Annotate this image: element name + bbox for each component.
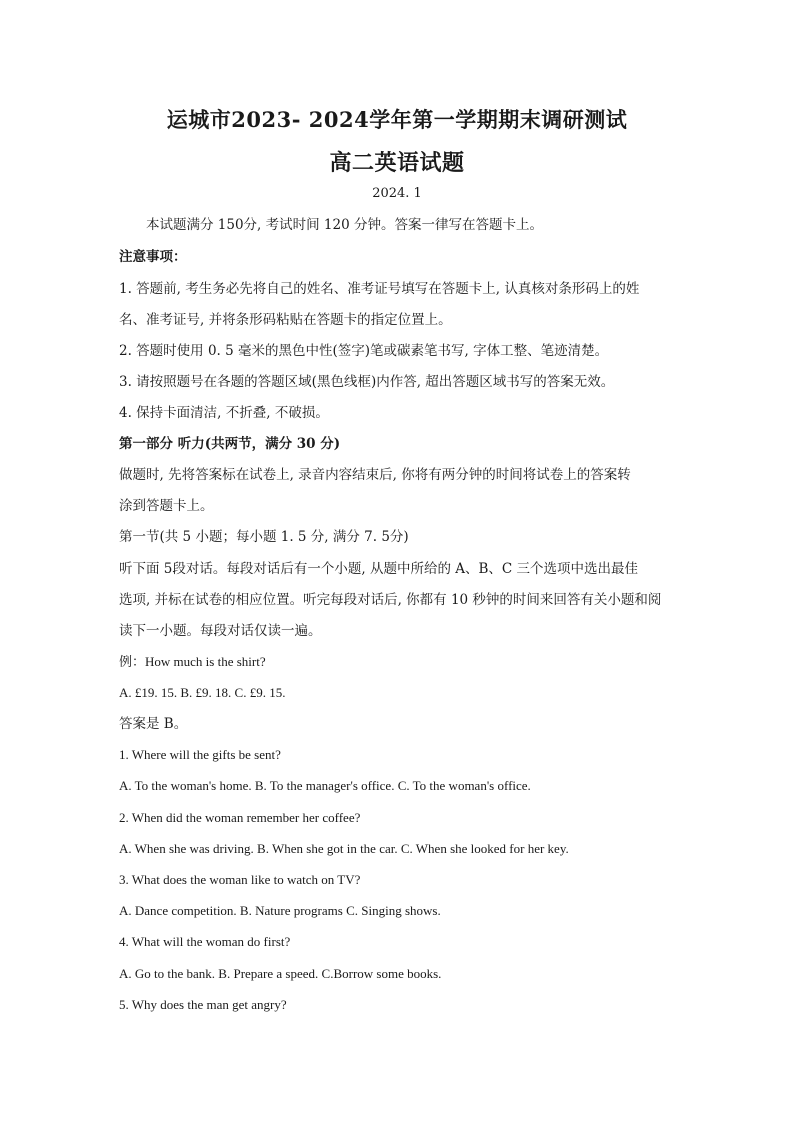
question-4: 4. What will the woman do first? [119, 934, 291, 949]
section1-instruction-line-3: 读下一小题。每段对话仅读一遍。 [119, 623, 322, 639]
note-item-3: 3. 请按照题号在各题的答题区域(黑色线框)内作答, 超出答题区域书写的答案无效。 [119, 374, 615, 390]
notes-heading: 注意事项： [119, 249, 187, 265]
example-options: A. £19. 15. B. £9. 18. C. £9. 15. [119, 685, 286, 700]
question-2: 2. When did the woman remember her coffee? [119, 810, 361, 825]
section1-instruction-line-1: 听下面 5段对话。每段对话后有一个小题, 从题中所给的 A、B、C 三个选项中选出最佳 [119, 561, 639, 577]
question-3-options: A. Dance competition. B. Nature programs C. Singing shows. [119, 903, 441, 918]
note-item-4: 4. 保持卡面清洁, 不折叠, 不破损。 [119, 405, 329, 421]
exam-title: 运城市2023- 2024学年第一学期期末调研测试 [166, 107, 628, 132]
exam-date: 2024. 1 [372, 186, 422, 201]
example-answer: 答案是 B。 [119, 716, 188, 732]
note-item-2: 2. 答题时使用 0. 5 毫米的黑色中性(签字)笔或碳素笔书写, 字体工整、笔迹清楚。 [119, 343, 609, 359]
question-3: 3. What does the woman like to watch on TV? [119, 872, 361, 887]
example-question: 例：How much is the shirt? [119, 654, 266, 669]
question-1-options: A. To the woman's home. B. To the manager's office. C. To the woman's office. [119, 778, 531, 793]
exam-subtitle: 高二英语试题 [329, 150, 465, 176]
part1-instruction-line-1: 做题时, 先将答案标在试卷上, 录音内容结束后, 你将有两分钟的时间将试卷上的答案转 [119, 467, 631, 483]
question-4-options: A. Go to the bank. B. Prepare a speed. C.Borrow some books. [119, 966, 442, 981]
question-5: 5. Why does the man get angry? [119, 997, 287, 1012]
section1-heading: 第一节(共 5 小题；每小题 1. 5 分, 满分 7. 5分) [119, 529, 409, 545]
part1-heading: 第一部分 听力(共两节，满分 30 分) [119, 436, 341, 452]
note-item-1-line-1: 1. 答题前, 考生务必先将自己的姓名、准考证号填写在答题卡上, 认真核对条形码上的姓 [119, 281, 640, 297]
question-2-options: A. When she was driving. B. When she got in the car. C. When she looked for her key. [119, 841, 569, 856]
question-1: 1. Where will the gifts be sent? [119, 747, 281, 762]
section1-instruction-line-2: 选项, 并标在试卷的相应位置。听完每段对话后, 你都有 10 秒钟的时间来回答有关小题和阅 [119, 592, 662, 608]
part1-instruction-line-2: 涂到答题卡上。 [119, 498, 214, 514]
note-item-1-line-2: 名、准考证号, 并将条形码粘贴在答题卡的指定位置上。 [119, 312, 452, 328]
intro-text: 本试题满分 150分, 考试时间 120 分钟。答案一律写在答题卡上。 [146, 217, 543, 233]
